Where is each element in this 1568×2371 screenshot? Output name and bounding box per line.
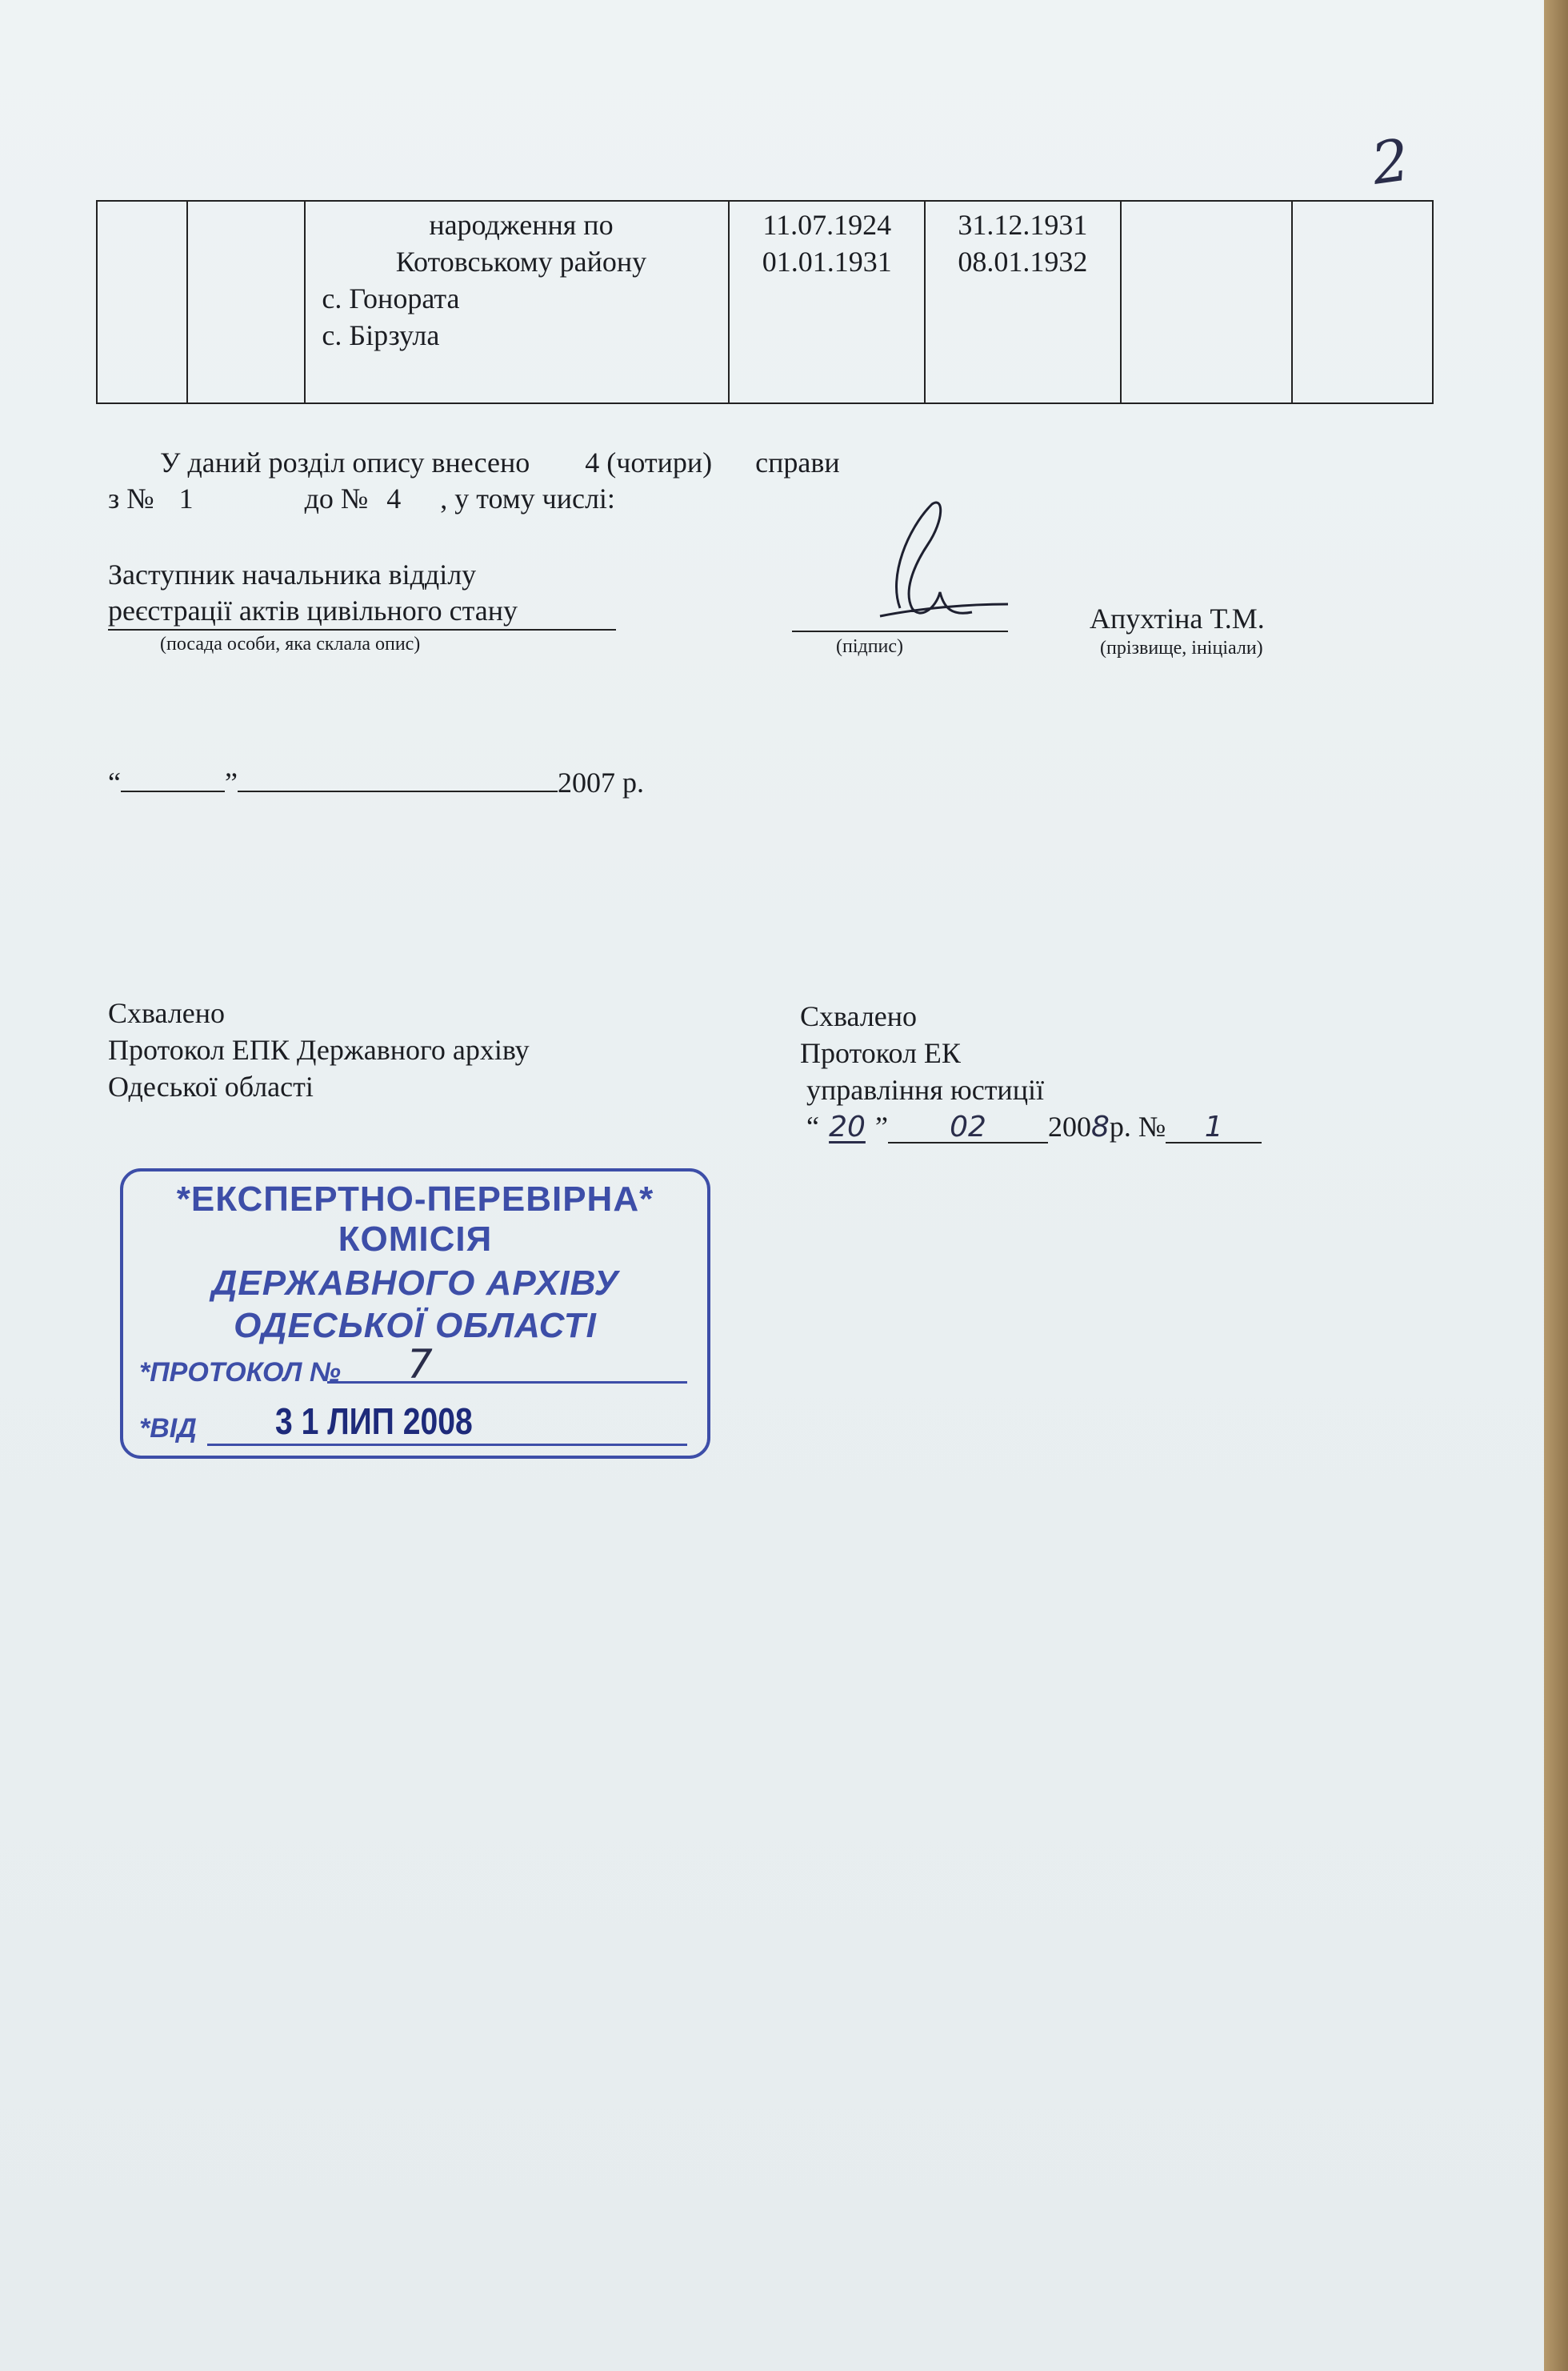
start-date: 11.07.1924 bbox=[762, 209, 892, 241]
inventory-table bbox=[96, 200, 1434, 404]
approval-right-line: Схвалено bbox=[800, 1000, 918, 1032]
open-quote: “ bbox=[806, 1111, 819, 1143]
cell-index bbox=[97, 201, 187, 403]
stamp-protocol-line bbox=[327, 1381, 687, 1384]
year-text: 2007 р. bbox=[557, 767, 644, 799]
stamp-date-line bbox=[207, 1444, 687, 1446]
cell-title bbox=[305, 201, 729, 403]
title-line: с. Гонората bbox=[322, 282, 460, 314]
approval-right-date bbox=[806, 1108, 1262, 1146]
position-line1: Заступник начальника відділу bbox=[108, 559, 477, 591]
from-label: з № bbox=[108, 483, 154, 515]
title-line: Котовському району bbox=[395, 246, 647, 278]
signer-name: Апухтіна Т.М. bbox=[1090, 603, 1265, 635]
summary-line1 bbox=[160, 444, 840, 481]
position-caption: (посада особи, яка склала опис) bbox=[160, 634, 421, 655]
approval-right bbox=[800, 998, 1262, 1146]
to-value: 4 bbox=[386, 483, 402, 515]
sign-caption: (підпис) bbox=[836, 636, 904, 657]
handwritten-year-digit: 8 bbox=[1090, 1111, 1110, 1143]
title-line: народження по bbox=[429, 209, 614, 241]
from-value: 1 bbox=[178, 483, 194, 515]
start-date: 01.01.1931 bbox=[762, 246, 892, 278]
stamp-protocol-label: *ПРОТОКОЛ № bbox=[139, 1357, 341, 1388]
signature-scribble bbox=[832, 488, 1024, 632]
cell-start-dates bbox=[729, 201, 925, 403]
handwritten-month: 02 bbox=[888, 1113, 1048, 1143]
end-date: 31.12.1931 bbox=[958, 209, 1088, 241]
stamp-from-label: *ВІД bbox=[139, 1413, 197, 1444]
handwritten-day: 20 bbox=[829, 1111, 866, 1143]
page-edge bbox=[1544, 0, 1568, 2371]
approval-left bbox=[108, 995, 530, 1105]
approval-right-line: Протокол ЕК bbox=[800, 1037, 961, 1069]
close-quote: ” bbox=[224, 767, 238, 799]
summary-line2 bbox=[108, 480, 615, 517]
day-blank bbox=[121, 767, 225, 792]
open-quote: “ bbox=[108, 767, 121, 799]
stamp-line: *ЕКСПЕРТНО-ПЕРЕВІРНА* bbox=[176, 1179, 654, 1219]
name-caption: (прізвище, ініціали) bbox=[1100, 638, 1263, 659]
stamp-line: КОМІСІЯ bbox=[338, 1220, 493, 1259]
title-line: с. Бірзула bbox=[322, 319, 440, 351]
table-row bbox=[97, 201, 1433, 403]
cell-end-dates bbox=[925, 201, 1121, 403]
approval-right-line: управління юстиції bbox=[806, 1074, 1044, 1106]
summary-count: 4 (чотири) bbox=[585, 447, 713, 479]
close-quote: ” bbox=[874, 1111, 888, 1143]
cell-number bbox=[187, 201, 305, 403]
summary-prefix: У даний розділ опису внесено bbox=[160, 447, 530, 479]
stamp-line: ОДЕСЬКОЇ ОБЛАСТІ bbox=[234, 1306, 597, 1345]
approval-left-line: Одеської області bbox=[108, 1071, 314, 1103]
year-suffix: р. № bbox=[1109, 1111, 1166, 1143]
end-date: 08.01.1932 bbox=[958, 246, 1088, 278]
cell-notes bbox=[1292, 201, 1433, 403]
signature-line bbox=[792, 631, 1008, 632]
date-line bbox=[108, 764, 644, 801]
month-blank bbox=[238, 767, 558, 792]
page-number: 2 bbox=[1367, 126, 1414, 198]
approval-left-line: Протокол ЕПК Державного архіву bbox=[108, 1034, 530, 1066]
stamp-line: ДЕРЖАВНОГО АРХІВУ bbox=[211, 1264, 619, 1303]
year-prefix: 200 bbox=[1047, 1111, 1091, 1143]
stamp-protocol-number: 7 bbox=[407, 1341, 433, 1388]
summary-suffix: справи bbox=[755, 447, 840, 479]
summary-tail: , у тому числі: bbox=[440, 483, 615, 515]
commission-stamp bbox=[120, 1168, 710, 1459]
approval-left-line: Схвалено bbox=[108, 997, 226, 1029]
cell-pages bbox=[1121, 201, 1292, 403]
to-label: до № bbox=[304, 483, 369, 515]
stamp-date: 3 1 ЛИП 2008 bbox=[275, 1400, 473, 1442]
position-line2: реєстрації актів цивільного стану bbox=[108, 592, 616, 631]
handwritten-number: 1 bbox=[1166, 1113, 1262, 1143]
